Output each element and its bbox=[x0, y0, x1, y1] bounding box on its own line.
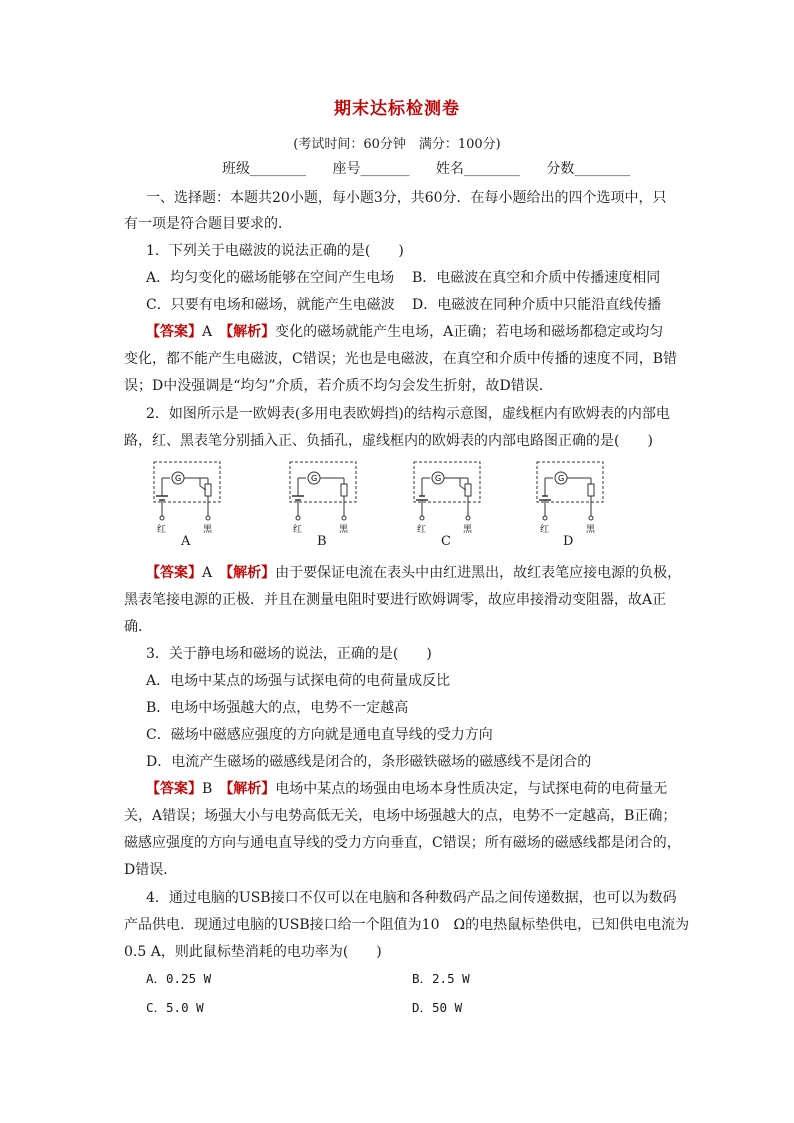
explanation-tag: 【解析】 bbox=[226, 324, 276, 340]
circuit-label-c: C bbox=[441, 534, 451, 549]
q1-option-a: A．均匀变化的磁场能够在空间产生电场 bbox=[146, 270, 395, 286]
red-probe-label: 红 bbox=[540, 525, 550, 535]
black-probe-label: 黑 bbox=[339, 525, 349, 535]
answer-tag: 【答案】 bbox=[146, 781, 202, 797]
seat-field: 座号_______ bbox=[332, 161, 410, 177]
meter-label: G bbox=[435, 474, 442, 483]
q1-stem: 1．下列关于电磁波的说法正确的是( ) bbox=[146, 243, 404, 259]
student-info-row bbox=[222, 158, 652, 178]
q3-option-c: C．磁场中磁感应强度的方向就是通电直导线的受力方向 bbox=[146, 727, 493, 743]
circuit-d bbox=[533, 460, 613, 536]
q4-option-a: A．0.25 W bbox=[146, 971, 212, 986]
q1-explanation-1: 变化的磁场就能产生电场，A正确；若电场和磁场都稳定或均匀 bbox=[275, 324, 664, 340]
q3-stem: 3．关于静电场和磁场的说法，正确的是( ) bbox=[146, 646, 432, 662]
meter-label: G bbox=[311, 474, 318, 483]
q3-explanation-4: D错误． bbox=[124, 862, 178, 878]
red-probe-label: 红 bbox=[293, 525, 303, 535]
score-field: 分数________ bbox=[546, 161, 631, 177]
q2-stem-1: 2．如图所示是一欧姆表(多用电表欧姆挡)的结构示意图，虚线框内有欧姆表的内部电 bbox=[146, 406, 670, 422]
circuit-label-a: A bbox=[181, 534, 191, 549]
q1-explanation-2: 变化，都不能产生电磁波，C错误；光也是电磁波，在真空和介质中传播的速度不同，B错 bbox=[124, 351, 677, 367]
circuit-b bbox=[286, 460, 366, 536]
q4-stem-2: 产品供电．现通过电脑的USB接口给一个阻值为10 Ω的电热鼠标垫供电，已知供电电流为 bbox=[124, 917, 690, 933]
q3-explanation-1: 电场中某点的场强由电场本身性质决定，与试探电荷的电荷量无 bbox=[275, 781, 668, 797]
q3-option-b: B．电场中场强越大的点，电势不一定越高 bbox=[146, 700, 409, 716]
q4-stem-3: 0.5 A，则此鼠标垫消耗的电功率为( ) bbox=[124, 944, 382, 960]
circuit-a bbox=[150, 460, 230, 536]
q1-explanation-3: 误；D中没强调是“均匀”介质，若介质不均匀会发生折射，故D错误． bbox=[124, 378, 553, 394]
q4-stem-1: 4．通过电脑的USB接口不仅可以在电脑和各种数码产品之间传递数据，也可以为数码 bbox=[146, 890, 677, 906]
black-probe-label: 黑 bbox=[203, 525, 213, 535]
q2-explanation-1: 由于要保证电流在表头中由红进黑出，故红表笔应接电源的负极， bbox=[275, 565, 682, 581]
red-probe-label: 红 bbox=[157, 525, 167, 535]
name-field: 姓名________ bbox=[435, 161, 520, 177]
q1-answer-line bbox=[146, 321, 706, 343]
explanation-tag: 【解析】 bbox=[226, 781, 276, 797]
section-instructions-1: 一、选择题：本题共20小题，每小题3分，共60分．在每小题给出的四个选项中，只 bbox=[146, 190, 667, 206]
q2-explanation-2: 黑表笔接电源的正极．并且在测量电阻时要进行欧姆调零，故应串接滑动变阻器，故A正 bbox=[124, 592, 667, 608]
q4-option-d: D．50 W bbox=[412, 1000, 463, 1015]
q3-answer-line bbox=[146, 778, 706, 800]
q2-explanation-3: 确． bbox=[124, 619, 152, 635]
red-probe-label: 红 bbox=[417, 525, 427, 535]
explanation-tag: 【解析】 bbox=[226, 565, 276, 581]
exam-subtitle: (考试时间：60分钟 满分：100分) bbox=[293, 137, 501, 152]
section-instructions-2: 有一项是符合题目要求的． bbox=[124, 216, 292, 232]
page-title: 期末达标检测卷 bbox=[334, 99, 460, 119]
answer-tag: 【答案】 bbox=[146, 565, 202, 581]
q4-option-b: B．2.5 W bbox=[412, 971, 470, 986]
q3-answer: B bbox=[202, 781, 213, 797]
meter-label: G bbox=[175, 474, 182, 483]
circuit-c bbox=[410, 460, 490, 536]
q1-option-d: D．电磁波在同种介质中只能沿直线传播 bbox=[412, 297, 662, 313]
q1-option-b: B．电磁波在真空和介质中传播速度相同 bbox=[412, 270, 661, 286]
q2-stem-2: 路，红、黑表笔分别插入正、负插孔，虚线框内的欧姆表的内部电路图正确的是( ) bbox=[124, 433, 653, 449]
q1-option-c: C．只要有电场和磁场，就能产生电磁波 bbox=[146, 297, 395, 313]
meter-label: G bbox=[558, 474, 565, 483]
q2-answer-line bbox=[146, 562, 706, 584]
circuit-label-d: D bbox=[563, 534, 574, 549]
class-field: 班级________ bbox=[222, 161, 306, 177]
black-probe-label: 黑 bbox=[463, 525, 473, 535]
q2-answer: A bbox=[202, 565, 213, 581]
q1-answer: A bbox=[202, 324, 213, 340]
q3-option-d: D．电流产生磁场的磁感线是闭合的，条形磁铁磁场的磁感线不是闭合的 bbox=[146, 754, 592, 770]
q3-explanation-3: 磁感应强度的方向与通电直导线的受力方向垂直，C错误；所有磁场的磁感线都是闭合的， bbox=[124, 835, 681, 851]
q4-option-c: C．5.0 W bbox=[146, 1000, 204, 1015]
q3-explanation-2: 关，A错误；场强大小与电势高低无关，电场中场强越大的点，电势不一定越高，B正确； bbox=[124, 808, 677, 824]
answer-tag: 【答案】 bbox=[146, 324, 202, 340]
black-probe-label: 黑 bbox=[586, 525, 596, 535]
circuit-label-b: B bbox=[317, 534, 327, 549]
q3-option-a: A．电场中某点的场强与试探电荷的电荷量成反比 bbox=[146, 673, 451, 689]
